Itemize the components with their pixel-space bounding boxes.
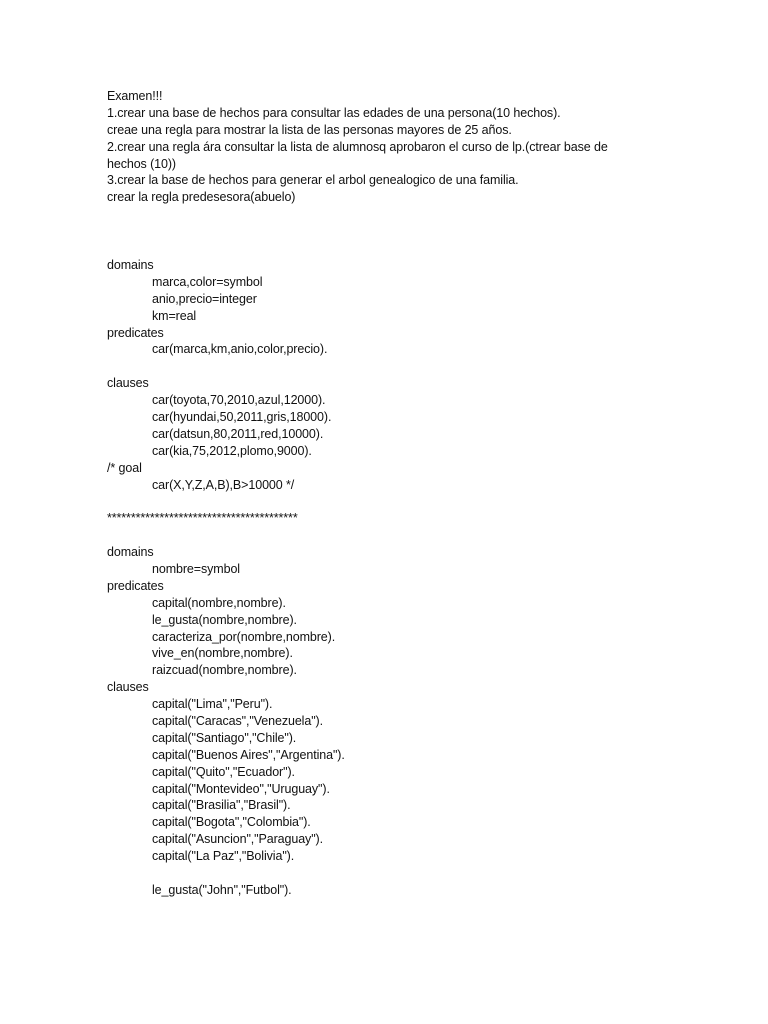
separator: **************************************** xyxy=(107,511,298,526)
clause-line: capital("Lima","Peru"). xyxy=(152,697,273,712)
clause-line: capital("Buenos Aires","Argentina"). xyxy=(152,747,345,762)
clause-line: car(kia,75,2012,plomo,9000). xyxy=(152,443,312,458)
question-2: 2.crear una regla ára consultar la lista de alumnosq aprobaron el curso de lp.(ctrear base de hechos (10)) xyxy=(107,139,608,171)
predicate-line: raizcuad(nombre,nombre). xyxy=(152,663,297,678)
clause-line: capital("Brasilia","Brasil"). xyxy=(152,798,291,813)
clause-line: capital("Quito","Ecuador"). xyxy=(152,764,295,779)
clause-line: capital("Asuncion","Paraguay"). xyxy=(152,832,323,847)
exam-title: Examen!!! xyxy=(107,89,163,103)
predicate-line: car(marca,km,anio,color,precio). xyxy=(152,342,328,357)
domain-line: marca,color=symbol xyxy=(152,274,263,289)
clause-line: car(datsun,80,2011,red,10000). xyxy=(152,426,324,441)
clause-line: car(toyota,70,2010,azul,12000). xyxy=(152,393,326,408)
clause-line: capital("Montevideo","Uruguay"). xyxy=(152,781,330,796)
question-1-rule: creae una regla para mostrar la lista de las personas mayores de 25 años. xyxy=(107,122,512,137)
question-1: 1.crear una base de hechos para consultar las edades de una persona(10 hechos). xyxy=(107,105,561,120)
question-3-rule: crear la regla predesesora(abuelo) xyxy=(107,190,296,205)
clause-line: le_gusta("John","Futbol"). xyxy=(152,882,292,897)
domain-line: anio,precio=integer xyxy=(152,291,257,306)
goal-comment-start: /* goal xyxy=(107,460,142,475)
clause-line: capital("Caracas","Venezuela"). xyxy=(152,713,323,728)
clause-line: car(hyundai,50,2011,gris,18000). xyxy=(152,409,332,424)
clauses-keyword: clauses xyxy=(107,680,149,695)
predicates-keyword: predicates xyxy=(107,578,164,593)
question-3: 3.crear la base de hechos para generar el arbol genealogico de una familia. xyxy=(107,173,519,188)
clause-line: capital("Santiago","Chile"). xyxy=(152,730,297,745)
clauses-keyword: clauses xyxy=(107,376,149,391)
predicate-line: vive_en(nombre,nombre). xyxy=(152,646,293,661)
domains-keyword: domains xyxy=(107,545,154,560)
predicates-keyword: predicates xyxy=(107,325,164,340)
predicate-line: capital(nombre,nombre). xyxy=(152,595,286,610)
clause-line: capital("La Paz","Bolivia"). xyxy=(152,849,295,864)
goal-line: car(X,Y,Z,A,B),B>10000 */ xyxy=(152,477,295,492)
domains-keyword: domains xyxy=(107,257,154,272)
domain-line: nombre=symbol xyxy=(152,561,240,576)
predicate-line: le_gusta(nombre,nombre). xyxy=(152,612,297,627)
predicate-line: caracteriza_por(nombre,nombre). xyxy=(152,629,336,644)
clause-line: capital("Bogota","Colombia"). xyxy=(152,815,311,830)
domain-line: km=real xyxy=(152,308,197,323)
document-page xyxy=(107,88,707,899)
